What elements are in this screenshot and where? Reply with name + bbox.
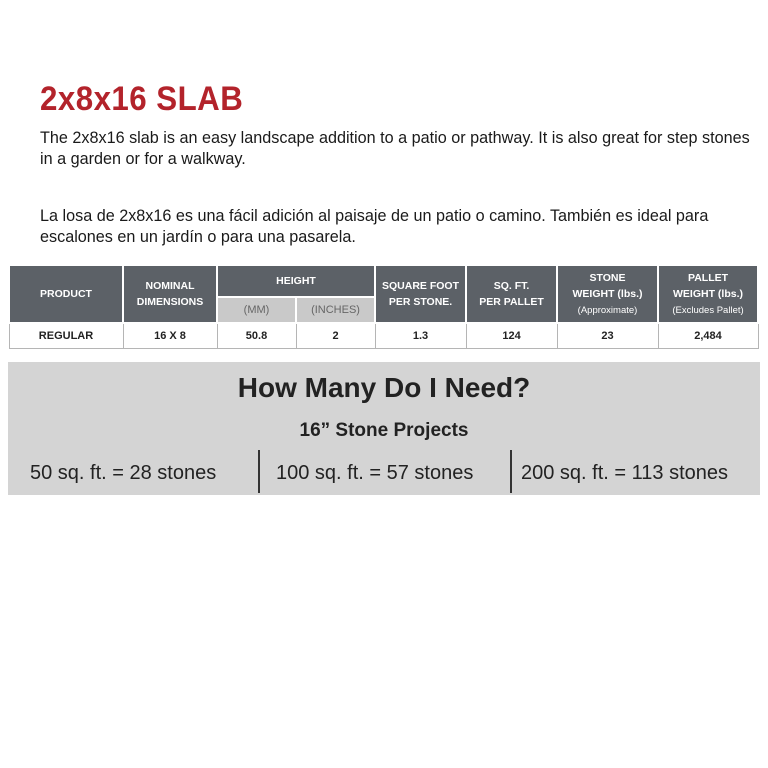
cell-pallet-weight: 2,484 xyxy=(658,323,758,349)
header-pallet-weight-line2: WEIGHT (lbs.) xyxy=(673,287,744,300)
cell-sqft-per-stone: 1.3 xyxy=(375,323,466,349)
header-nominal-line1: NOMINAL xyxy=(145,280,195,292)
header-sqft-per-pallet xyxy=(466,265,557,323)
header-pallet-weight xyxy=(658,265,758,323)
header-sqft-pallet-line1: SQ. FT. xyxy=(493,280,530,292)
header-stone-weight-line2: WEIGHT (lbs.) xyxy=(572,287,643,300)
header-stone-weight-line1: STONE xyxy=(589,271,626,284)
how-many-panel xyxy=(8,362,760,495)
cell-stone-weight: 23 xyxy=(557,323,658,349)
header-nominal-dimensions xyxy=(123,265,217,323)
calc-item-50: 50 sq. ft. = 28 stones xyxy=(30,462,217,484)
description-spanish: La losa de 2x8x16 es una fácil adición al paisaje de un patio o camino. También es ideal para escalones en un jardín o para una pasarela. xyxy=(40,207,709,246)
header-sqft-per-stone xyxy=(375,265,466,323)
cell-sqft-per-pallet: 124 xyxy=(466,323,557,349)
cell-height-mm: 50.8 xyxy=(217,323,296,349)
header-pallet-weight-line1: PALLET xyxy=(687,271,729,284)
how-many-title: How Many Do I Need? xyxy=(237,372,531,403)
cell-height-inches: 2 xyxy=(296,323,375,349)
header-pallet-weight-line3: (Excludes Pallet) xyxy=(672,304,744,316)
product-title: 2x8x16 SLAB xyxy=(40,80,244,118)
header-height: HEIGHT xyxy=(217,265,375,297)
header-sqft-stone-line1: SQUARE FOOT xyxy=(382,280,460,292)
header-stone-weight xyxy=(557,265,658,323)
cell-dimensions: 16 X 8 xyxy=(123,323,217,349)
calc-item-200: 200 sq. ft. = 113 stones xyxy=(521,462,728,484)
header-height-mm: (MM) xyxy=(217,297,296,323)
header-sqft-stone-line2: PER STONE. xyxy=(388,296,453,308)
header-product: PRODUCT xyxy=(9,265,123,323)
cell-product: REGULAR xyxy=(9,323,123,349)
header-sqft-pallet-line2: PER PALLET xyxy=(479,296,544,308)
header-height-inches: (INCHES) xyxy=(296,297,375,323)
divider xyxy=(258,450,260,493)
header-stone-weight-line3: (Approximate) xyxy=(577,304,638,316)
divider xyxy=(510,450,512,493)
stone-projects-subtitle: 16” Stone Projects xyxy=(299,420,469,441)
header-nominal-line2: DIMENSIONS xyxy=(136,296,204,308)
table-row xyxy=(9,323,758,349)
description-english: The 2x8x16 slab is an easy landscape addition to a patio or pathway. It is also great for step stones in a garden or for a walkway. xyxy=(40,129,750,168)
calc-item-100: 100 sq. ft. = 57 stones xyxy=(276,462,474,484)
specifications-table xyxy=(8,264,759,349)
